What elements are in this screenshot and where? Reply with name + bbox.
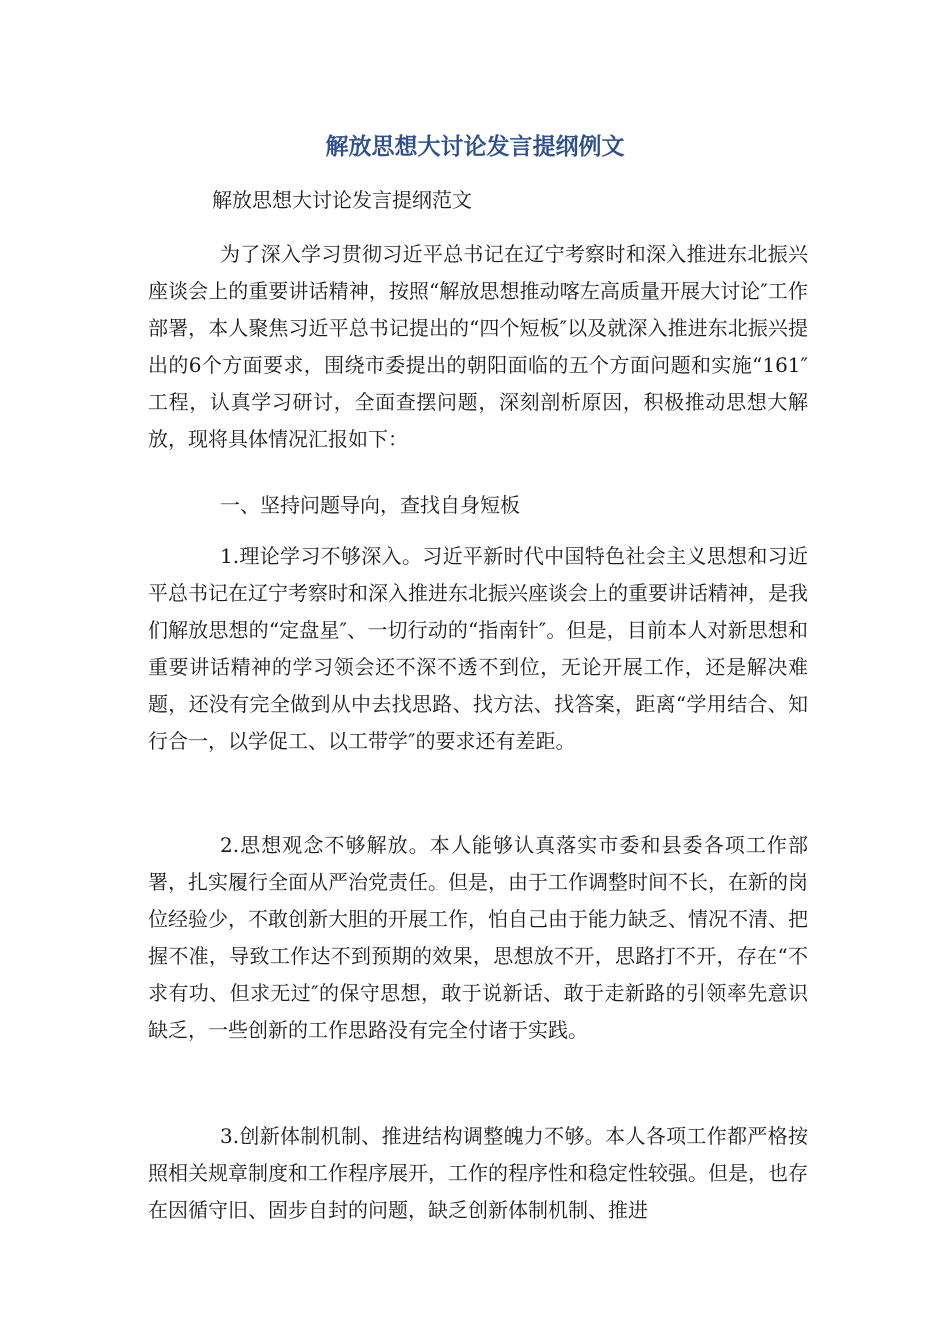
document-subtitle: 解放思想大讨论发言提纲范文 <box>212 188 472 212</box>
item-paragraph-1: 1.理论学习不够深入。习近平新时代中国特色社会主义思想和习近平总书记在辽宁考察时和深入推进东北振兴座谈会上的重要讲话精神，是我们解放思想的“定盘星″、一切行动的“指南针″。但是，目前本人对新思想和重要讲话精神的学习领会还不深不透不到位，无论开展工作，还是解决难题，还没有完全做到从中去找思路、找方法、找答案，距离“学用结合、知行合一，以学促工、以工带学″的要求还有差距。 <box>148 544 808 753</box>
document-title: 解放思想大讨论发言提纲例文 <box>325 134 625 160</box>
intro-paragraph: 为了深入学习贯彻习近平总书记在辽宁考察时和深入推进东北振兴座谈会上的重要讲话精神，按照“解放思想推动喀左高质量开展大讨论″工作部署，本人聚焦习近平总书记提出的“四个短板″以及就深入推进东北振兴提出的6个方面要求，围绕市委提出的朝阳面临的五个方面问题和实施“161″工程，认真学习研讨，全面查摆问题，深刻剖析原因，积极推动思想大解放，现将具体情况汇报如下： <box>148 242 808 451</box>
item-paragraph-3: 3.创新体制机制、推进结构调整魄力不够。本人各项工作都严格按照相关规章制度和工作程序展开，工作的程序性和稳定性较强。但是，也存在因循守旧、固步自封的问题，缺乏创新体制机制、推进 <box>148 1124 808 1222</box>
item-paragraph-2: 2.思想观念不够解放。本人能够认真落实市委和县委各项工作部署，扎实履行全面从严治党责任。但是，由于工作调整时间不长，在新的岗位经验少，不敢创新大胆的开展工作，怕自己由于能力缺乏、情况不清、把握不准，导致工作达不到预期的效果，思想放不开，思路打不开，存在“不求有功、但求无过″的保守思想，敢于说新话、敢于走新路的引领率先意识缺乏，一些创新的工作思路没有完全付诸于实践。 <box>148 833 808 1042</box>
section-heading-1: 一、坚持问题导向，查找自身短板 <box>220 493 520 517</box>
